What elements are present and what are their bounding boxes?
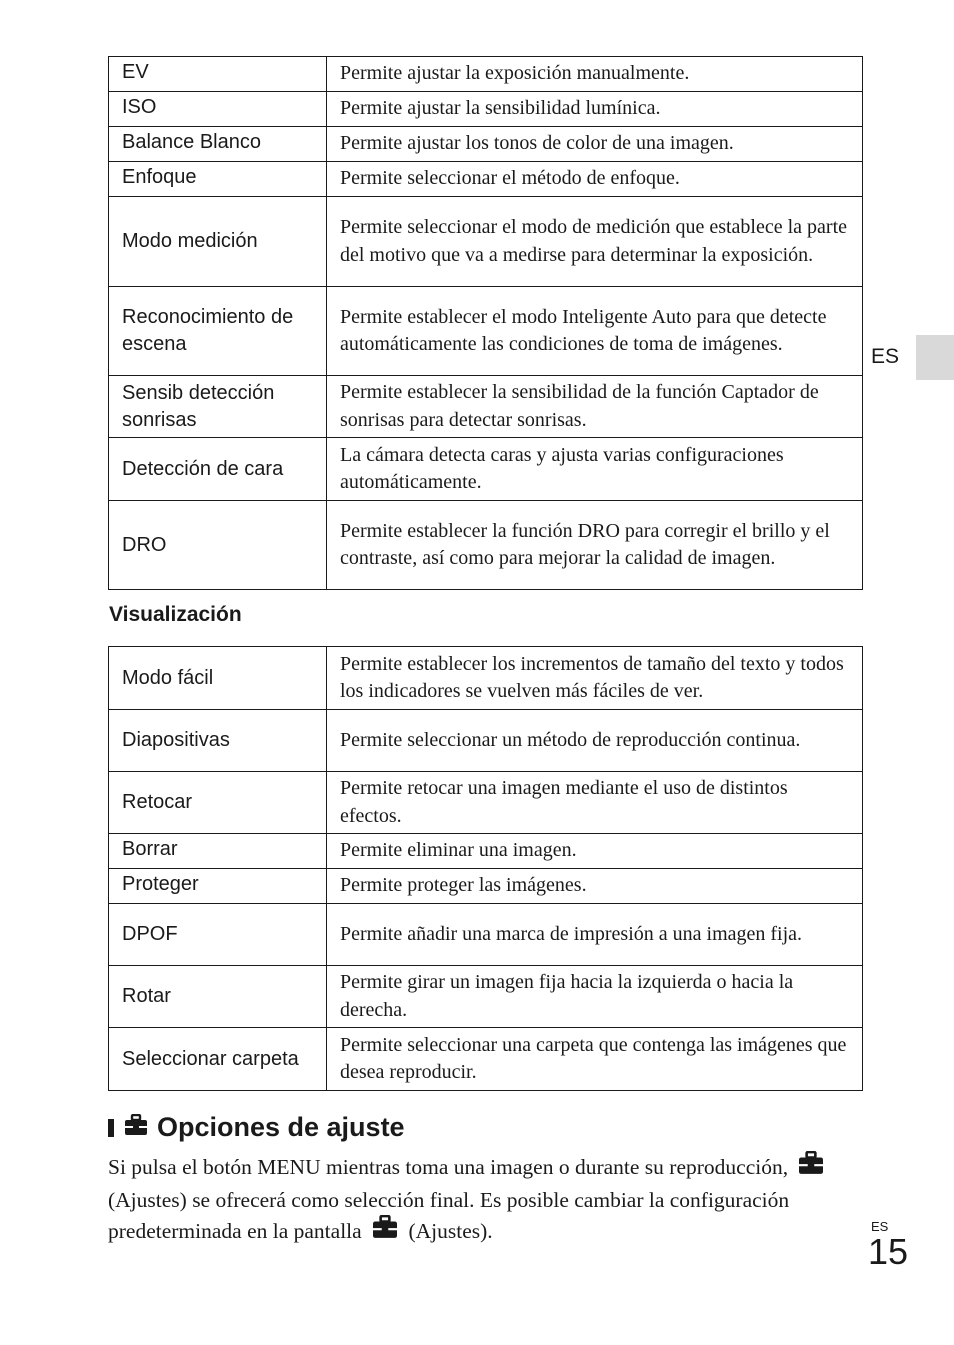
settings-table-viewing bbox=[108, 646, 863, 1091]
description-cell: Permite establecer el modo Inteligente Auto para que detecte automáticamente las condiciones de toma de imágenes. bbox=[327, 287, 863, 376]
term-cell: EV bbox=[109, 57, 327, 92]
heading-bar-marker bbox=[108, 1119, 114, 1137]
description-cell: Permite seleccionar una carpeta que contenga las imágenes que desea reproducir. bbox=[327, 1028, 863, 1091]
table-row bbox=[109, 57, 863, 92]
page-language-label: ES bbox=[871, 1219, 889, 1234]
table-row bbox=[109, 710, 863, 772]
description-cell: Permite establecer los incrementos de tamaño del texto y todos los indicadores se vuelven más fáciles de ver. bbox=[327, 647, 863, 710]
toolbox-icon bbox=[371, 1215, 399, 1248]
description-cell: Permite retocar una imagen mediante el uso de distintos efectos. bbox=[327, 772, 863, 834]
description-cell: Permite establecer la función DRO para corregir el brillo y el contraste, así como para mejorar la calidad de imagen. bbox=[327, 501, 863, 590]
description-cell: Permite proteger las imágenes. bbox=[327, 869, 863, 904]
description-cell: Permite ajustar la exposición manualmente. bbox=[327, 57, 863, 92]
description-cell: La cámara detecta caras y ajusta varias configuraciones automáticamente. bbox=[327, 438, 863, 501]
term-cell: Modo medición bbox=[109, 197, 327, 287]
table-row bbox=[109, 869, 863, 904]
heading-text: Opciones de ajuste bbox=[157, 1112, 405, 1142]
table-row bbox=[109, 904, 863, 966]
toolbox-icon bbox=[124, 1112, 148, 1143]
settings-table-shooting bbox=[108, 56, 863, 590]
term-cell: Enfoque bbox=[109, 162, 327, 197]
table-row bbox=[109, 197, 863, 287]
description-cell: Permite establecer la sensibilidad de la función Captador de sonrisas para detectar sonrisas. bbox=[327, 376, 863, 438]
term-cell: Diapositivas bbox=[109, 710, 327, 772]
section-label: Visualización bbox=[109, 603, 242, 626]
description-cell: Permite seleccionar el modo de medición que establece la parte del motivo que va a medirse para determinar la exposición. bbox=[327, 197, 863, 287]
term-cell: DPOF bbox=[109, 904, 327, 966]
table-row bbox=[109, 966, 863, 1028]
table-row bbox=[109, 501, 863, 590]
description-cell: Permite ajustar los tonos de color de una imagen. bbox=[327, 127, 863, 162]
term-cell: Sensib detección sonrisas bbox=[109, 376, 327, 438]
section-heading bbox=[108, 1112, 405, 1143]
term-cell: Detección de cara bbox=[109, 438, 327, 501]
term-cell: Reconocimiento de escena bbox=[109, 287, 327, 376]
term-cell: DRO bbox=[109, 501, 327, 590]
description-cell: Permite seleccionar el método de enfoque. bbox=[327, 162, 863, 197]
table-row bbox=[109, 287, 863, 376]
term-cell: Modo fácil bbox=[109, 647, 327, 710]
table-row bbox=[109, 772, 863, 834]
description-cell: Permite eliminar una imagen. bbox=[327, 834, 863, 869]
term-cell: Proteger bbox=[109, 869, 327, 904]
description-cell: Permite ajustar la sensibilidad lumínica. bbox=[327, 92, 863, 127]
term-cell: Retocar bbox=[109, 772, 327, 834]
term-cell: ISO bbox=[109, 92, 327, 127]
table-row bbox=[109, 834, 863, 869]
body-text-part3: (Ajustes). bbox=[408, 1218, 493, 1243]
description-cell: Permite añadir una marca de impresión a una imagen fija. bbox=[327, 904, 863, 966]
term-cell: Rotar bbox=[109, 966, 327, 1028]
side-tab-marker bbox=[916, 335, 954, 380]
description-cell: Permite girar un imagen fija hacia la izquierda o hacia la derecha. bbox=[327, 966, 863, 1028]
side-language-label: ES bbox=[871, 345, 900, 368]
table-row bbox=[109, 92, 863, 127]
term-cell: Borrar bbox=[109, 834, 327, 869]
term-cell: Balance Blanco bbox=[109, 127, 327, 162]
body-paragraph bbox=[108, 1152, 868, 1249]
table-row bbox=[109, 438, 863, 501]
page-number: 15 bbox=[868, 1231, 909, 1272]
table-row bbox=[109, 127, 863, 162]
table-row bbox=[109, 1028, 863, 1091]
description-cell: Permite seleccionar un método de reproducción continua. bbox=[327, 710, 863, 772]
toolbox-icon bbox=[797, 1151, 825, 1184]
table-row bbox=[109, 647, 863, 710]
body-text-part1: Si pulsa el botón MENU mientras toma una imagen o durante su reproducción, bbox=[108, 1155, 789, 1179]
table-row bbox=[109, 162, 863, 197]
table-row bbox=[109, 376, 863, 438]
term-cell: Seleccionar carpeta bbox=[109, 1028, 327, 1091]
body-text-part2: (Ajustes) se ofrecerá como selección final. Es posible cambiar la configuración predeterminada en la pantalla bbox=[108, 1188, 790, 1243]
